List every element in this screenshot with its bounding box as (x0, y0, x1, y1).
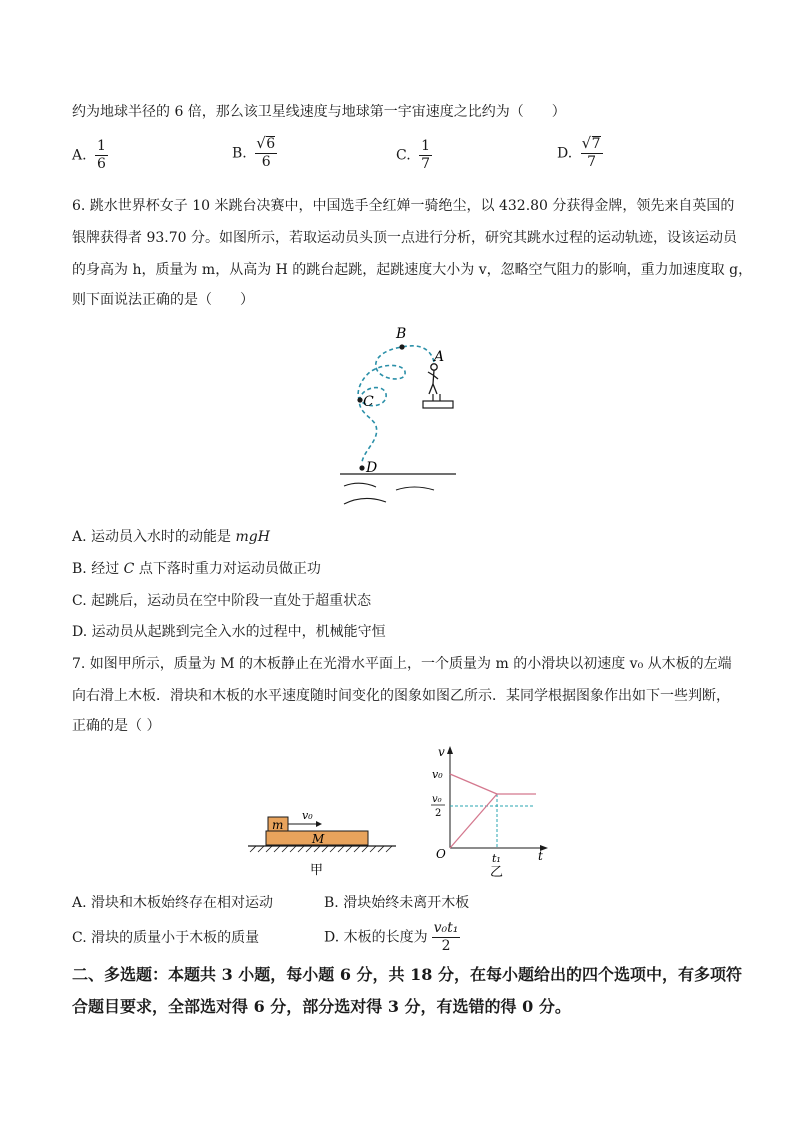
q7-line-3: 正确的是（ ） (72, 718, 161, 734)
ground-hatch (250, 846, 392, 852)
block-m-label: m (272, 818, 284, 832)
board-M-label: M (312, 832, 325, 846)
q7-option-b[interactable]: B. 滑块始终未离开木板 (324, 895, 470, 911)
section-2-header-line-1: 二、多选题：本题共 3 小题，每小题 6 分，共 18 分，在每小题给出的四个选项中，有多项符 (72, 965, 742, 984)
label-d: D (366, 460, 378, 476)
diving-platform (423, 401, 453, 408)
q5-option-d[interactable]: D. √ $\frac{7}{7}$ (557, 136, 603, 171)
tick-v0-label: v₀ (432, 768, 443, 781)
water-wave-2 (396, 487, 434, 490)
block-velocity-line (450, 774, 497, 794)
fraction: √ $\frac{7}{7}$ (581, 136, 603, 171)
tick-half-num: v₀ (432, 794, 442, 805)
diving-trajectory-figure (330, 322, 470, 512)
q5-stem-tail: 约为地球半径的 6 倍，那么该卫星线速度与地球第一宇宙速度之比约为（ ） (72, 104, 566, 120)
fraction: $\frac{\text{v₀t₁}}{2}$ (433, 920, 459, 954)
q6-option-a[interactable]: A. 运动员入水时的动能是 mgH (72, 529, 270, 545)
q7-option-c[interactable]: C. 滑块的质量小于木板的质量 (72, 930, 260, 946)
q5-option-b[interactable]: B. √ $\frac{6}{6}$ (232, 136, 277, 171)
q7-option-d[interactable]: D. 木板的长度为 $\frac{\text{v₀t₁}}{2}$ (324, 920, 459, 954)
velocity-label: v₀ (302, 809, 313, 822)
point-b (399, 344, 404, 349)
tick-t1-label: t₁ (492, 852, 501, 865)
q5-option-a[interactable]: A. $\frac{1}{6}$ (72, 138, 106, 172)
q7-option-a[interactable]: A. 滑块和木板始终存在相对运动 (72, 895, 274, 911)
q6-line-4: 则下面说法正确的是（ ） (72, 292, 254, 308)
point-d (359, 465, 364, 470)
q5-option-c[interactable]: C. $\frac{1}{7}$ (396, 138, 431, 172)
point-c (357, 397, 362, 402)
axis-v-label: v (438, 745, 445, 759)
origin-label: O (436, 847, 446, 861)
q6-option-b[interactable]: B. 经过 C 点下落时重力对运动员做正功 (72, 561, 321, 577)
fraction: $\frac{1}{6}$ (97, 138, 106, 172)
q6-line-3: 的身高为 h，质量为 m，从高为 H 的跳台起跳，起跳速度大小为 v，忽略空气阻力的影响，重力加速度取 g， (72, 262, 753, 278)
caption-yi: 乙 (490, 865, 504, 880)
label-c: C (363, 394, 374, 410)
figure-jia (240, 800, 400, 880)
q7-line-1: 7. 如图甲所示，质量为 M 的木板静止在光滑水平面上，一个质量为 m 的小滑块以初速度 v₀ 从木板的左端 (72, 656, 732, 672)
q6-line-1: 6. 跳水世界杯女子 10 米跳台决赛中，中国选手全红婵一骑绝尘，以 432.80 分获得金牌，领先来自英国的 (72, 198, 735, 214)
caption-jia: 甲 (310, 863, 324, 878)
water-wave-3 (344, 498, 386, 504)
q7-line-2: 向右滑上木板．滑块和木板的水平速度随时间变化的图象如图乙所示．某同学根据图象作出如下一些判断， (72, 688, 730, 704)
q6-line-2: 银牌获得者 93.70 分。如图所示，若取运动员头顶一点进行分析，研究其跳水过程的运动轨迹，设该运动员 (72, 230, 737, 246)
water-wave-1 (344, 483, 376, 487)
q6-option-c[interactable]: C. 起跳后，运动员在空中阶段一直处于超重状态 (72, 593, 372, 609)
diver-icon (428, 364, 438, 394)
q6-option-d[interactable]: D. 运动员从起跳到完全入水的过程中，机械能守恒 (72, 624, 386, 640)
label-a: A (434, 349, 445, 365)
board-velocity-line (450, 794, 497, 848)
axis-t-label: t (538, 849, 543, 863)
fraction: √ $\frac{6}{6}$ (255, 136, 277, 171)
label-b: B (396, 326, 407, 342)
section-2-header-line-2: 合题目要求，全部选对得 6 分，部分选对得 3 分，有选错的得 0 分。 (72, 997, 571, 1016)
figure-yi-velocity-graph (420, 742, 560, 882)
tick-half-den: 2 (435, 808, 442, 819)
fraction: $\frac{1}{7}$ (421, 138, 431, 172)
